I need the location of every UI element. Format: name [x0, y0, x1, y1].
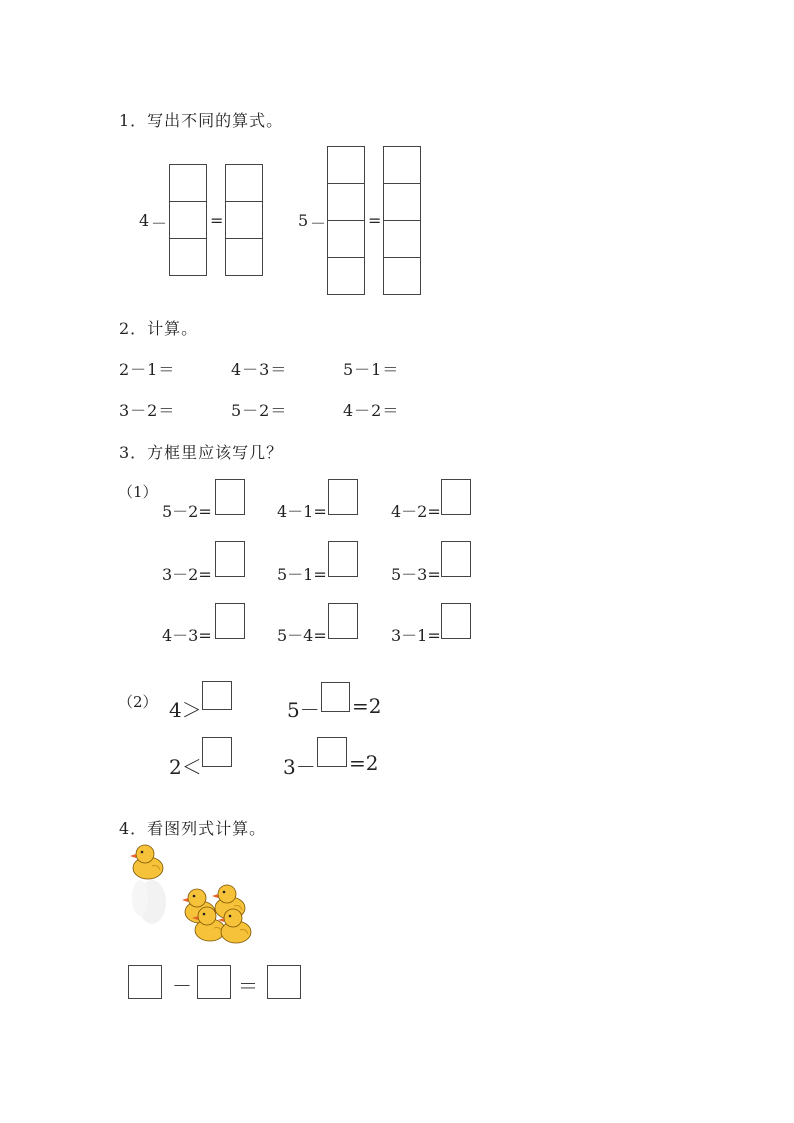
equation-suffix: =2 — [352, 694, 382, 718]
answer-box[interactable] — [169, 238, 207, 276]
q3-part2-label: （2） — [118, 693, 158, 711]
answer-box[interactable] — [383, 146, 421, 184]
answer-box[interactable] — [383, 183, 421, 221]
answer-box[interactable] — [267, 965, 301, 999]
q3-expression: 4－2= — [391, 502, 441, 521]
q3-expression: 3－1= — [391, 626, 441, 645]
answer-box[interactable] — [225, 201, 263, 239]
answer-box[interactable] — [383, 257, 421, 295]
ducks-illustration — [118, 840, 258, 960]
calc-item: 5－2＝ — [231, 401, 288, 420]
q1-right-minuend: 5 — [298, 211, 309, 230]
compare-left: 2＜ — [169, 755, 202, 779]
answer-box[interactable] — [169, 164, 207, 202]
equation-prefix: 3－ — [283, 755, 316, 779]
equation-prefix: 5－ — [287, 698, 320, 722]
q3-expression: 5－4= — [277, 626, 327, 645]
answer-box[interactable] — [202, 681, 232, 710]
equation-suffix: =2 — [349, 751, 379, 775]
q3-expression: 4－3= — [162, 626, 212, 645]
q1-left-minuend: 4 — [139, 211, 150, 230]
compare-left: 4＞ — [169, 698, 202, 722]
answer-box[interactable] — [128, 965, 162, 999]
q3-title: 3．方框里应该写几？ — [119, 443, 284, 462]
answer-box[interactable] — [169, 201, 207, 239]
answer-box[interactable] — [202, 737, 232, 767]
answer-box[interactable] — [441, 541, 471, 577]
answer-box[interactable] — [327, 146, 365, 184]
duck-picture — [118, 840, 258, 960]
q3-expression: 3－2= — [162, 565, 212, 584]
answer-box[interactable] — [321, 682, 350, 712]
q1-right-equals: = — [368, 211, 382, 230]
calc-item: 4－3＝ — [231, 360, 288, 379]
answer-box[interactable] — [327, 257, 365, 295]
answer-box[interactable] — [328, 479, 358, 515]
answer-box[interactable] — [215, 541, 245, 577]
answer-box[interactable] — [441, 603, 471, 639]
calc-item: 4－2＝ — [343, 401, 400, 420]
answer-box[interactable] — [215, 603, 245, 639]
q4-minus: － — [172, 974, 192, 998]
leaving-duck — [130, 845, 163, 879]
calc-item: 3－2＝ — [119, 401, 176, 420]
answer-box[interactable] — [441, 479, 471, 515]
answer-box[interactable] — [327, 183, 365, 221]
answer-box[interactable] — [328, 541, 358, 577]
answer-box[interactable] — [383, 220, 421, 258]
answer-box[interactable] — [225, 238, 263, 276]
calc-item: 5－1＝ — [343, 360, 400, 379]
q3-expression: 5－1= — [277, 565, 327, 584]
q1-left-minus: － — [151, 214, 168, 233]
answer-box[interactable] — [197, 965, 231, 999]
answer-box[interactable] — [225, 164, 263, 202]
q3-expression: 5－2= — [162, 502, 212, 521]
q2-title: 2．计算。 — [119, 319, 199, 338]
q1-right-minus: － — [310, 214, 327, 233]
answer-box[interactable] — [328, 603, 358, 639]
q3-expression: 5－3= — [391, 565, 441, 584]
answer-box[interactable] — [317, 737, 347, 767]
q3-part1-label: （1） — [118, 483, 158, 501]
q1-left-equals: = — [210, 211, 224, 230]
calc-item: 2－1＝ — [119, 360, 176, 379]
q4-title: 4．看图列式计算。 — [119, 819, 267, 838]
answer-box[interactable] — [327, 220, 365, 258]
answer-box[interactable] — [215, 479, 245, 515]
q4-equals: ＝ — [238, 974, 258, 998]
q1-title: 1．写出不同的算式。 — [119, 111, 284, 130]
q3-expression: 4－1= — [277, 502, 327, 521]
